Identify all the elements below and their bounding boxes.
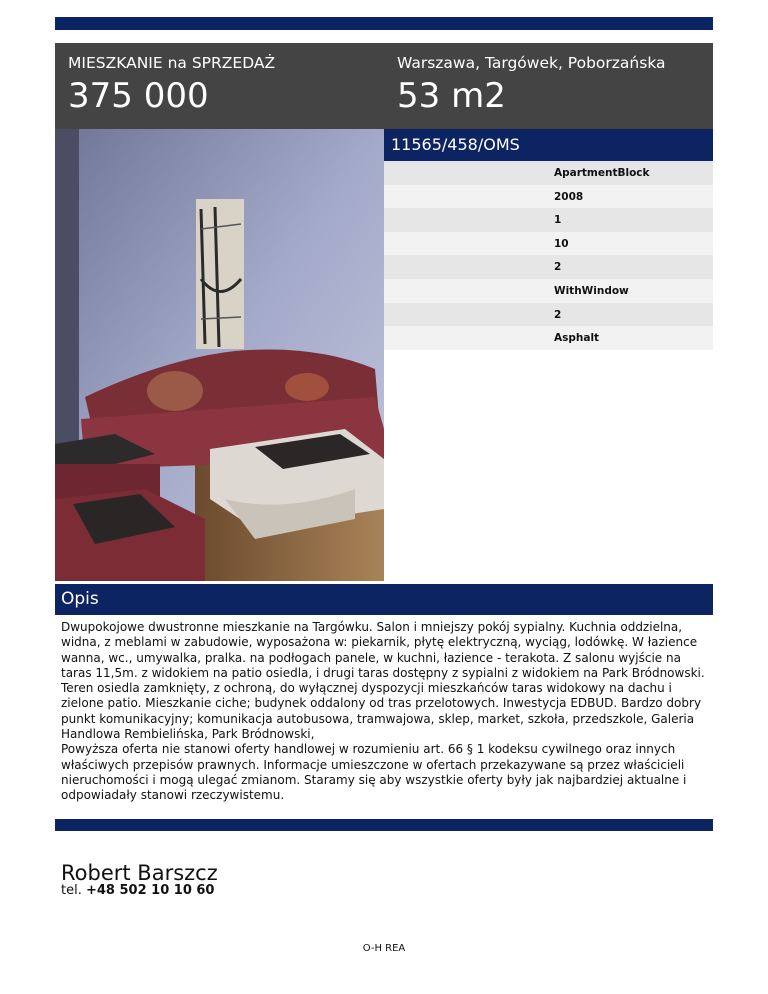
detail-row	[384, 232, 713, 256]
listing-reference: 11565/458/OMS	[391, 135, 520, 154]
listing-type: MIESZKANIE na SPRZEDAŻ	[68, 54, 276, 72]
agent-phone: +48 502 10 10 60	[85, 883, 215, 898]
top-accent-bar	[55, 17, 713, 30]
detail-value: 10	[554, 237, 569, 250]
detail-value: 2008	[554, 190, 584, 203]
property-photo	[55, 129, 384, 581]
listing-location-block	[397, 53, 666, 117]
detail-row	[384, 303, 713, 327]
detail-value: ApartmentBlock	[554, 167, 650, 179]
detail-row	[384, 279, 713, 303]
agent-phone-line	[61, 883, 214, 899]
footer-company: O-H REA	[362, 943, 406, 954]
detail-row	[384, 185, 713, 209]
description-heading: Opis	[61, 589, 99, 609]
details-table	[384, 161, 713, 350]
detail-row	[384, 326, 713, 350]
description-text: Dwupokojowe dwustronne mieszkanie na Targówku. Salon i mniejszy pokój sypialny. Kuchnia oddzielna, widna, z meblami w zabudowie, wyposażona w: piekarnik, płytę elektryczną, wyciąg, lodówkę. W łazience wanna, wc., umywalka, pralka. na podłogach panele, w kuchni, łazience - terakota. Z salonu wyjście na taras 11,5m. z widokiem na patio osiedla, i drugi taras dostępny z sypialni z widokiem na Park Bródnowski. Teren osiedla zamknięty, z ochroną, do wyłącznej dyspozycji mieszkańców taras widokowy na dachu i zielone patio. Mieszkanie ciche; budynek oddalony od tras przelotowych. Inwestycja EDBUD. Bardzo dobry punkt komunikacyjny; komunikacja autobusowa, tramwajowa, sklep, market, szkoła, przedszkole, Galeria Handlowa Rembielińska, Park Bródnowski, Powyższa oferta nie stanowi oferty handlowej w rozumieniu art. 66 § 1 kodeksu cywilnego oraz innych właściwych przepisów prawnych. Informacje umieszczone w ofertach przekazywane są przez właścicieli nieruchomości i mogą ulegać zmianom. Staramy się aby wszystkie oferty były jak najbardziej aktualne i odpowiadały stanowi rzeczywistemu.	[61, 620, 705, 803]
detail-row	[384, 255, 713, 279]
listing-price: 375 000	[68, 76, 209, 116]
description-heading-bar	[55, 584, 713, 615]
detail-row	[384, 161, 713, 185]
detail-value: 1	[554, 214, 562, 227]
detail-value: WithWindow	[554, 284, 629, 297]
bottom-accent-bar	[55, 819, 713, 831]
listing-summary	[68, 53, 275, 117]
listing-reference-bar	[384, 129, 713, 161]
living-room-image	[55, 129, 384, 581]
listing-area: 53 m2	[397, 76, 506, 116]
listing-location: Warszawa, Targówek, Poborzańska	[397, 54, 666, 72]
detail-value: Asphalt	[554, 332, 600, 345]
agent-phone-label: tel.	[61, 883, 82, 898]
agent-name: Robert Barszcz	[61, 861, 218, 885]
listing-header	[55, 43, 713, 129]
detail-value: 2	[554, 261, 562, 274]
detail-row	[384, 208, 713, 232]
detail-value: 2	[554, 308, 562, 321]
